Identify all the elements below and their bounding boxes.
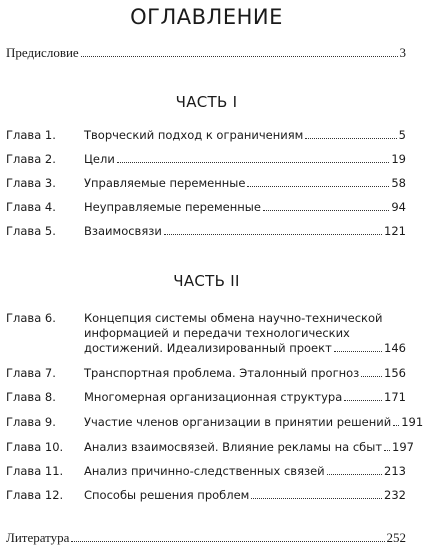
toc-entry-preface[interactable] (6, 45, 406, 60)
dot-leader (247, 186, 389, 187)
page-number: 19 (391, 152, 406, 166)
toc-entry-chapter-8[interactable] (6, 390, 406, 405)
page-number: 156 (384, 366, 406, 380)
chapter-number: Глава 6. (6, 311, 56, 325)
dot-leader (251, 498, 382, 499)
chapter-title: Анализ взаимосвязей. Влияние рекламы на сбыт (84, 440, 383, 454)
toc-entry-chapter-11[interactable] (6, 464, 406, 479)
dot-leader (71, 541, 384, 542)
page-number: 3 (399, 45, 406, 60)
chapter-number: Глава 5. (6, 224, 56, 238)
toc-entry-chapter-5[interactable] (6, 224, 406, 239)
dot-leader (327, 474, 382, 475)
toc-entry-chapter-1[interactable] (6, 128, 406, 143)
toc-entry-bibliography[interactable] (6, 530, 406, 545)
part-1-heading: ЧАСТЬ I (175, 93, 238, 111)
chapter-number: Глава 2. (6, 152, 56, 166)
chapter-number: Глава 7. (6, 366, 56, 380)
page-number: 121 (384, 224, 406, 238)
dot-leader (305, 138, 396, 139)
toc-entry-chapter-7[interactable] (6, 366, 406, 381)
chapter-title: Цели (84, 152, 115, 166)
chapter-title: Участие членов организации в принятии решений (84, 415, 392, 429)
dot-leader (361, 376, 382, 377)
chapter-title: Неуправляемые переменные (84, 200, 261, 214)
toc-entry-chapter-3[interactable] (6, 176, 406, 191)
chapter-number: Глава 8. (6, 390, 56, 404)
chapter-title-line-3: достижений. Идеализированный проект (84, 341, 332, 355)
page-number: 171 (384, 390, 406, 404)
toc-entry-chapter-9[interactable] (6, 415, 423, 430)
chapter-title: Способы решения проблем (84, 488, 250, 502)
chapter-title-line-1: Концепция системы обмена научно-технической (84, 311, 383, 325)
page-number: 213 (384, 464, 406, 478)
page-number: 94 (391, 200, 406, 214)
part-2-heading: ЧАСТЬ II (173, 272, 240, 290)
entry-label: Предисловие (6, 45, 79, 60)
chapter-title: Управляемые переменные (84, 176, 246, 190)
entry-label: Литература (6, 530, 70, 545)
page-number: 5 (398, 128, 406, 142)
toc-entry-chapter-10[interactable] (6, 440, 414, 455)
chapter-number: Глава 11. (6, 464, 64, 478)
chapter-number: Глава 9. (6, 415, 56, 429)
chapter-title-line-2: информацией и передачи технологических (84, 326, 350, 340)
chapter-title: Взаимосвязи (84, 224, 162, 238)
toc-entry-chapter-4[interactable] (6, 200, 406, 215)
dot-leader (164, 234, 382, 235)
dot-leader (384, 450, 390, 451)
toc-entry-chapter-12[interactable] (6, 488, 406, 503)
chapter-number: Глава 12. (6, 488, 64, 502)
chapter-title: Многомерная организационная структура (84, 390, 343, 404)
dot-leader (81, 56, 398, 57)
dot-leader (393, 425, 399, 426)
dot-leader (117, 162, 390, 163)
toc-entry-chapter-6[interactable] (6, 311, 406, 361)
page-number: 252 (386, 530, 406, 545)
chapter-title: Творческий подход к ограничениям (84, 128, 304, 142)
chapter-number: Глава 4. (6, 200, 56, 214)
page-number: 58 (391, 176, 406, 190)
chapter-title: Анализ причинно-следственных связей (84, 464, 325, 478)
dot-leader (334, 351, 382, 352)
chapter-number: Глава 3. (6, 176, 56, 190)
chapter-number: Глава 10. (6, 440, 64, 454)
page-number: 191 (401, 415, 423, 429)
toc-heading: ОГЛАВЛЕНИЕ (130, 5, 283, 29)
page-number: 232 (384, 488, 406, 502)
page-number: 146 (384, 341, 406, 355)
toc-entry-chapter-2[interactable] (6, 152, 406, 167)
dot-leader (344, 400, 382, 401)
chapter-title: Транспортная проблема. Эталонный прогноз (84, 366, 360, 380)
dot-leader (263, 210, 389, 211)
chapter-number: Глава 1. (6, 128, 56, 142)
page-number: 197 (392, 440, 414, 454)
